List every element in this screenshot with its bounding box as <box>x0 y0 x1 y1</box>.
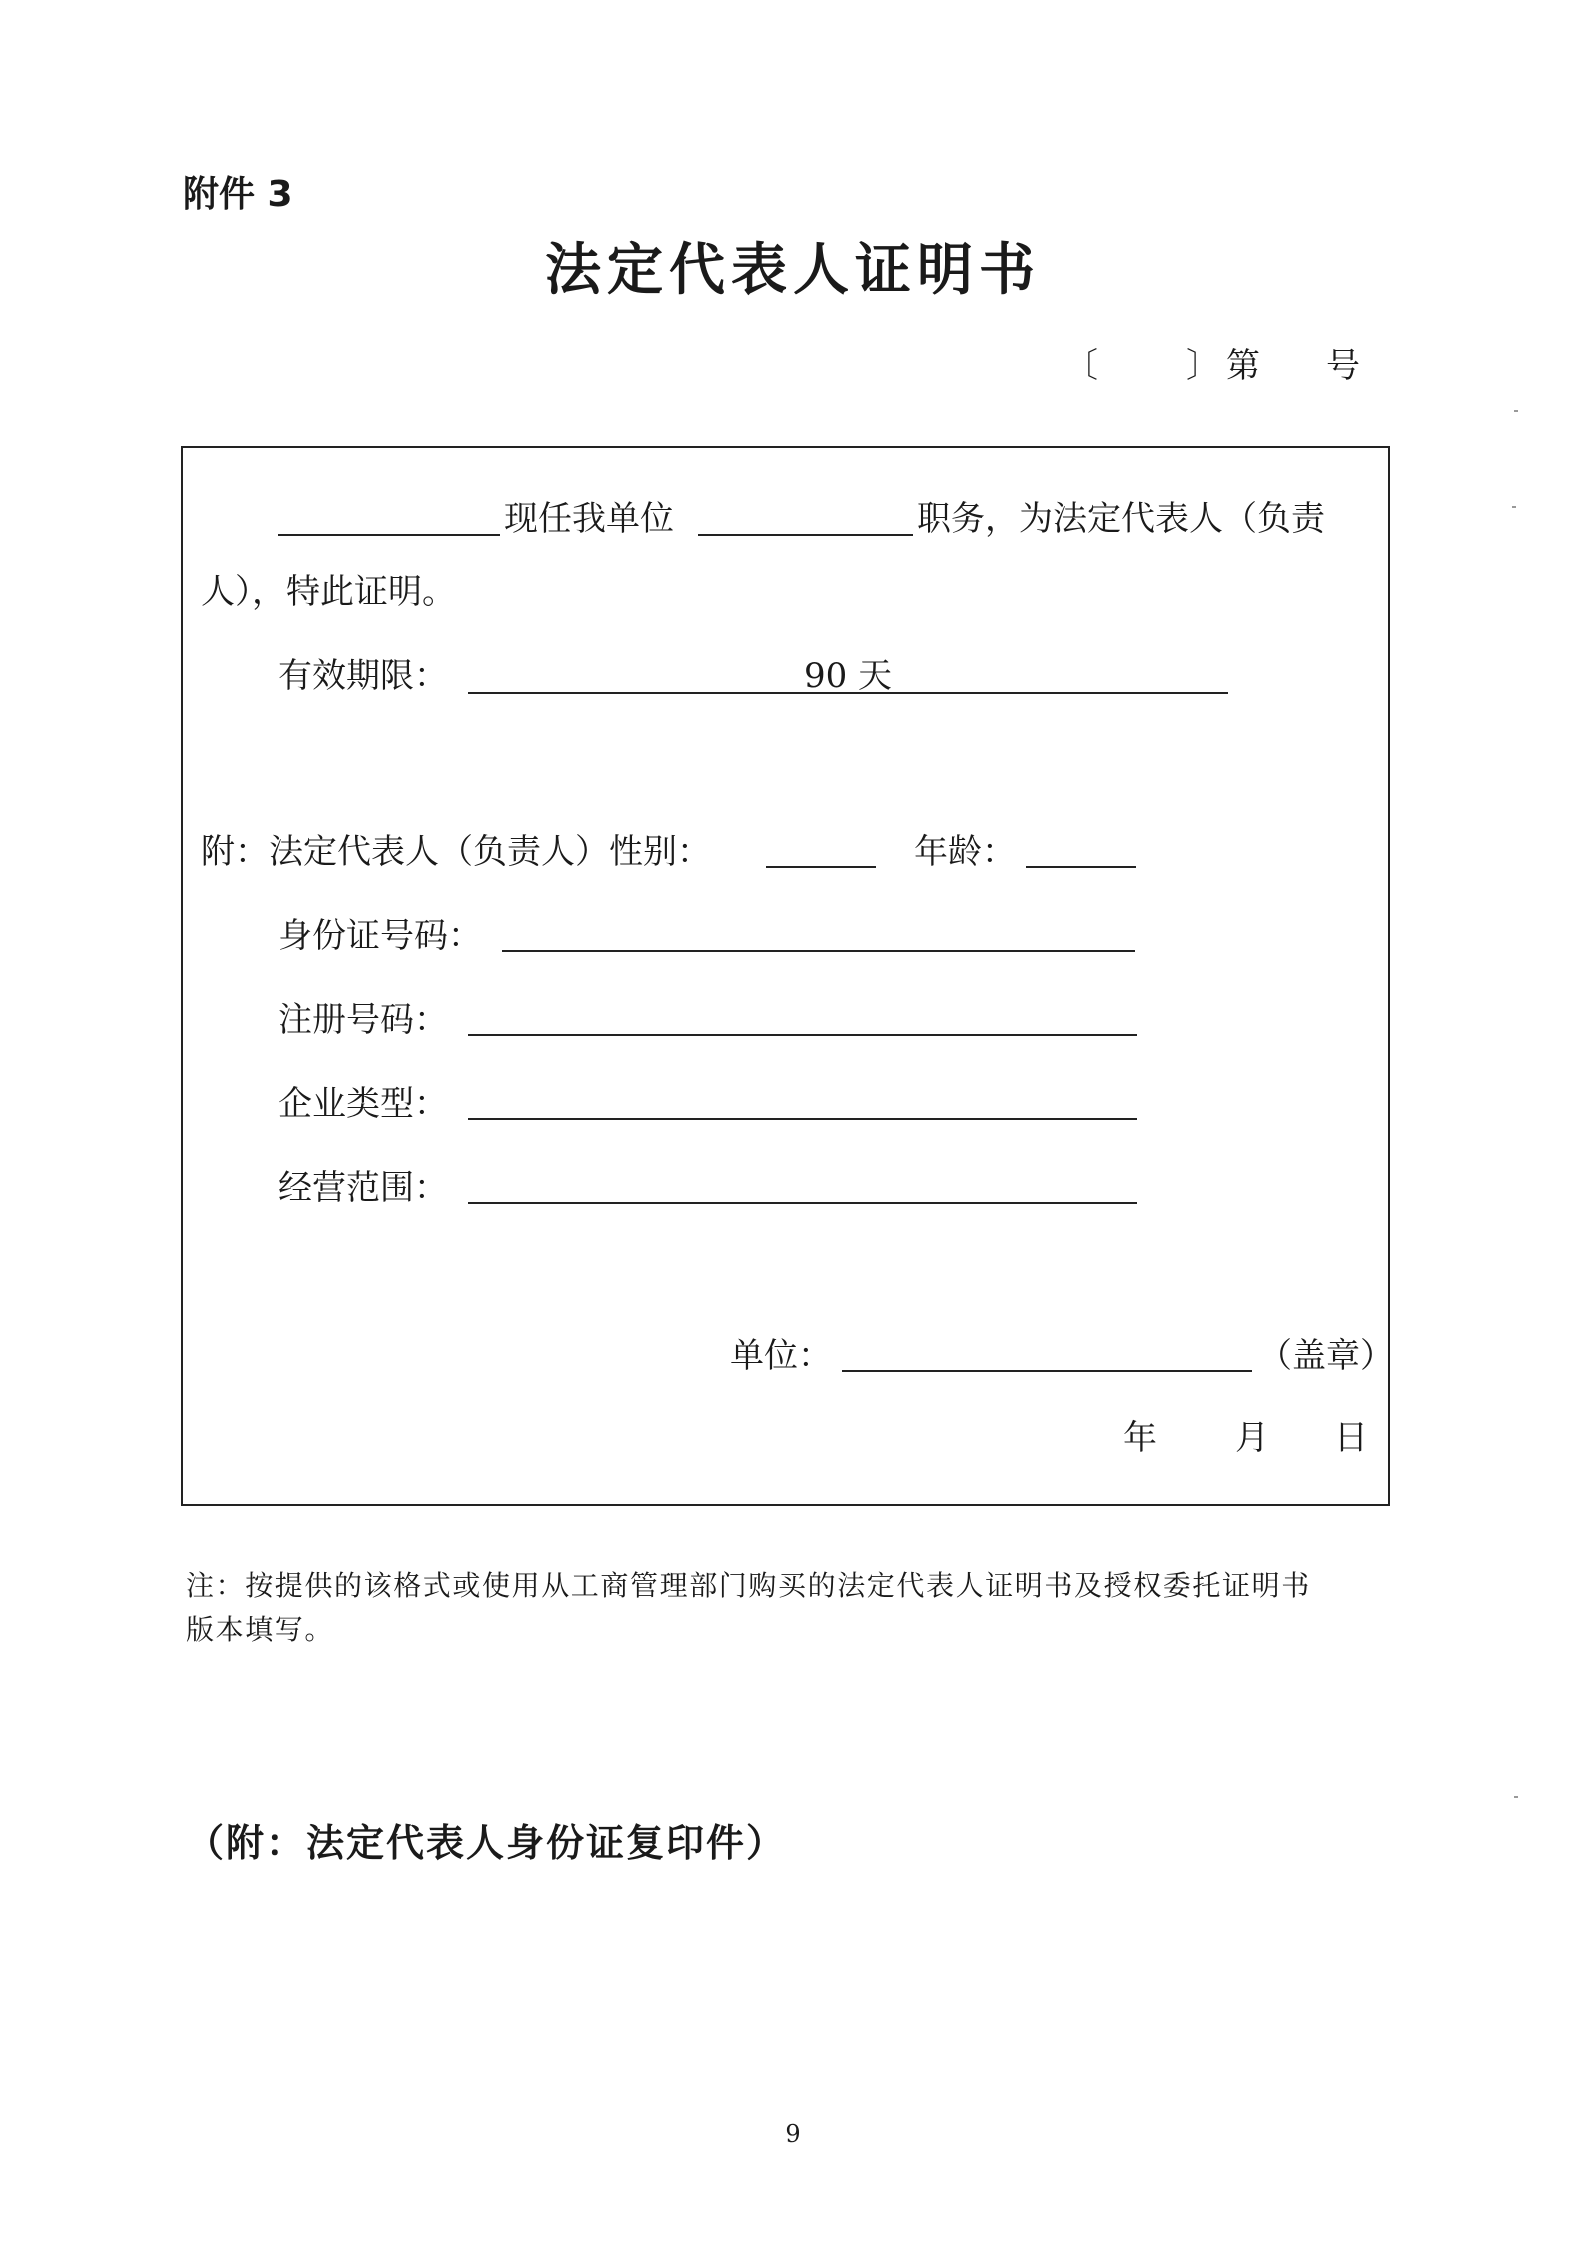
validity-value: 90 天 <box>803 656 893 696</box>
docno-hao: 号 <box>1326 346 1360 386</box>
docno-di: 第 <box>1226 346 1260 386</box>
enterprise-type-underline[interactable] <box>468 1118 1137 1120</box>
position-underline[interactable] <box>698 534 913 536</box>
docno-open-bracket: 〔 <box>1064 346 1098 386</box>
name-underline[interactable] <box>278 534 500 536</box>
certify-text: 人），特此证明。 <box>201 572 456 612</box>
unit-underline[interactable] <box>842 1370 1252 1372</box>
unit-label: 单位： <box>730 1336 832 1376</box>
scan-speck <box>1514 1796 1518 1798</box>
age-underline[interactable] <box>1026 866 1136 868</box>
business-scope-label: 经营范围： <box>278 1168 448 1208</box>
registration-label: 注册号码： <box>278 1000 448 1040</box>
business-scope-underline[interactable] <box>468 1202 1137 1204</box>
enterprise-type-label: 企业类型： <box>278 1084 448 1124</box>
age-label: 年龄： <box>914 832 1016 872</box>
validity-underline <box>468 692 1228 694</box>
date-year: 年 <box>1123 1418 1157 1458</box>
id-number-label: 身份证号码： <box>278 916 482 956</box>
certificate-form-box <box>181 446 1394 1506</box>
document-title: 法定代表人证明书 <box>545 238 1041 303</box>
duty-text: 职务，为法定代表人（负责 <box>917 499 1325 539</box>
seal-text: （盖章） <box>1258 1336 1394 1376</box>
incumbent-text: 现任我单位 <box>504 499 674 539</box>
date-day: 日 <box>1334 1418 1368 1458</box>
id-copy-attachment-heading: （附：法定代表人身份证复印件） <box>186 1821 787 1865</box>
docno-close-bracket: 〕 <box>1186 346 1220 386</box>
scan-speck <box>1514 410 1518 412</box>
note-line-2: 版本填写。 <box>186 1613 335 1646</box>
date-month: 月 <box>1235 1418 1269 1458</box>
gender-label: 附：法定代表人（负责人）性别： <box>201 832 711 872</box>
attachment-label: 附件 3 <box>183 174 293 215</box>
validity-label: 有效期限： <box>278 656 448 696</box>
note <box>186 1564 1311 1652</box>
note-line-1: 注：按提供的该格式或使用从工商管理部门购买的法定代表人证明书及授权委托证明书 <box>186 1569 1311 1602</box>
page-number: 9 <box>785 2120 801 2148</box>
scan-speck <box>1512 506 1516 508</box>
gender-underline[interactable] <box>766 866 876 868</box>
registration-underline[interactable] <box>468 1034 1137 1036</box>
id-number-underline[interactable] <box>502 950 1135 952</box>
